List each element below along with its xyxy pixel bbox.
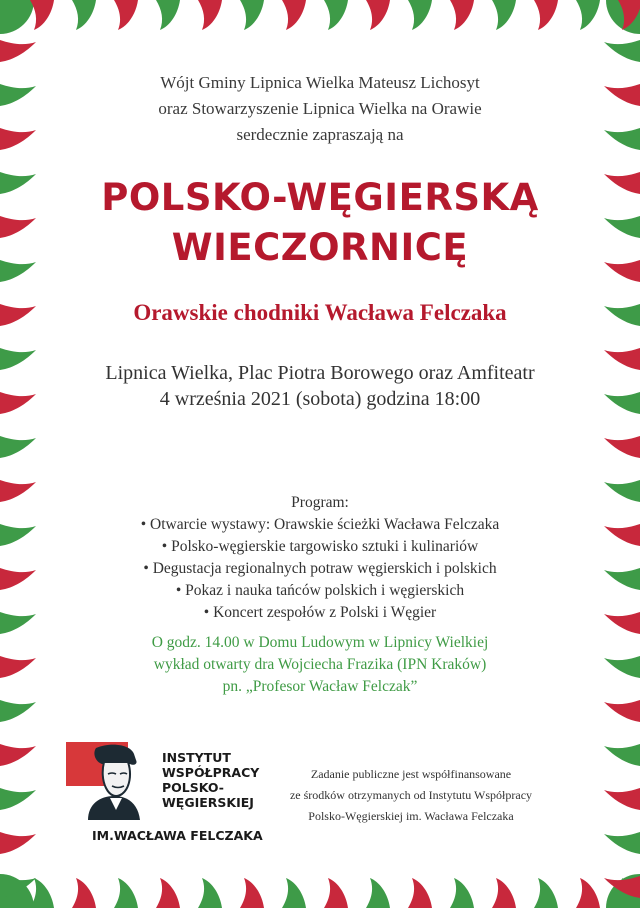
ribbon-segment: [408, 878, 432, 908]
logo-line: INSTYTUT: [162, 750, 231, 765]
portrait-logo-icon: [66, 740, 156, 820]
ribbon-segment: [604, 304, 640, 326]
ribbon-segment: [604, 788, 640, 810]
program-item: • Koncert zespołów z Polski i Węgier: [203, 604, 437, 621]
ribbon-segment: [604, 128, 640, 150]
ribbon-segment: [604, 612, 640, 634]
logo-line: WSPÓŁPRACY: [162, 765, 260, 780]
ribbon-segment: [198, 0, 222, 30]
event-subtitle: Orawskie chodniki Wacława Felczaka: [133, 300, 507, 325]
ribbon-segment: [534, 0, 558, 30]
ribbon-segment: [240, 878, 264, 908]
funding-line: Polsko-Węgierskiej im. Wacława Felczaka: [308, 809, 514, 823]
ribbon-segment: [114, 0, 138, 30]
logo-subtext: IM.WACŁAWA FELCZAKA: [92, 828, 263, 843]
ribbon-segment: [0, 84, 36, 106]
ribbon-segment: [0, 700, 36, 722]
ribbon-segment: [30, 0, 54, 30]
ribbon-segment: [156, 0, 180, 30]
ribbon-segment: [240, 0, 264, 30]
funding-note: [266, 764, 556, 827]
ribbon-segment: [604, 744, 640, 766]
logo-line: WĘGIERSKIEJ: [162, 795, 254, 810]
logo-line: POLSKO-: [162, 780, 224, 795]
ribbon-segment: [604, 700, 640, 722]
ribbon-segment: [0, 216, 36, 238]
ribbon-segment: [114, 878, 138, 908]
ribbon-segment: [0, 172, 36, 194]
ribbon-segment: [0, 656, 36, 678]
ribbon-segment: [604, 172, 640, 194]
ribbon-segment: [604, 656, 640, 678]
program-item: • Degustacja regionalnych potraw węgierskich i polskich: [143, 560, 497, 577]
ribbon-segment: [0, 744, 36, 766]
intro-text: [40, 70, 600, 148]
event-place: Lipnica Wielka, Plac Piotra Borowego oraz Amfiteatr: [105, 362, 535, 384]
event-place-date: [40, 360, 600, 412]
ribbon-segment: [0, 128, 36, 150]
ribbon-segment: [156, 878, 180, 908]
ribbon-segment: [30, 878, 54, 908]
ribbon-segment: [534, 878, 558, 908]
ribbon-segment: [576, 878, 600, 908]
program-item: • Polsko-węgierskie targowisko sztuki i kulinariów: [161, 538, 479, 555]
ribbon-segment: [492, 878, 516, 908]
lecture-info: [40, 632, 600, 698]
ribbon-segment: [0, 480, 36, 502]
ribbon-segment: [0, 832, 36, 854]
ribbon-segment: [492, 0, 516, 30]
event-title-line-1: POLSKO-WĘGIERSKĄ: [101, 176, 539, 219]
intro-line: Wójt Gminy Lipnica Wielka Mateusz Lichosyt: [160, 73, 480, 92]
intro-line: oraz Stowarzyszenie Lipnica Wielka na Orawie: [158, 99, 482, 118]
intro-line: serdecznie zapraszają na: [236, 125, 404, 144]
ribbon-segment: [72, 878, 96, 908]
ribbon-segment: [0, 348, 36, 370]
ribbon-segment: [408, 0, 432, 30]
ribbon-segment: [0, 304, 36, 326]
program-heading: Program:: [291, 494, 349, 511]
ribbon-segment: [604, 524, 640, 546]
lecture-line: O godz. 14.00 w Domu Ludowym w Lipnicy Wielkiej: [151, 634, 489, 651]
ribbon-segment: [604, 568, 640, 590]
ribbon-segment: [0, 436, 36, 458]
ribbon-segment: [0, 392, 36, 414]
ribbon-segment: [450, 878, 474, 908]
lecture-line: wykład otwarty dra Wojciecha Frazika (IPN Kraków): [153, 656, 487, 673]
ribbon-segment: [604, 832, 640, 854]
ribbon-segment: [0, 568, 36, 590]
ribbon-segment: [604, 480, 640, 502]
ribbon-segment: [0, 260, 36, 282]
institute-logo: [66, 740, 266, 850]
ribbon-segment: [324, 0, 348, 30]
ribbon-segment: [576, 0, 600, 30]
ribbon-segment: [282, 0, 306, 30]
funding-line: ze środków otrzymanych od Instytutu Współpracy: [289, 788, 533, 802]
ribbon-segment: [604, 392, 640, 414]
event-date: 4 września 2021 (sobota) godzina 18:00: [159, 388, 481, 410]
logo-text: [162, 750, 259, 810]
ribbon-segment: [72, 0, 96, 30]
ribbon-segment: [0, 612, 36, 634]
ribbon-segment: [324, 878, 348, 908]
program-item: • Otwarcie wystawy: Orawskie ścieżki Wacława Felczaka: [140, 516, 500, 533]
ribbon-segment: [604, 260, 640, 282]
ribbon-segment: [604, 216, 640, 238]
ribbon-segment: [0, 524, 36, 546]
ribbon-segment: [450, 0, 474, 30]
ribbon-segment: [0, 0, 34, 34]
ribbon-segment: [366, 0, 390, 30]
event-title-line-2: WIECZORNICĘ: [171, 226, 469, 269]
funding-line: Zadanie publiczne jest współfinansowane: [310, 767, 512, 781]
program-item: • Pokaz i nauka tańców polskich i węgierskich: [175, 582, 465, 599]
ribbon-segment: [282, 878, 306, 908]
ribbon-segment: [604, 348, 640, 370]
ribbon-segment: [0, 40, 36, 62]
ribbon-segment: [198, 878, 222, 908]
ribbon-segment: [366, 878, 390, 908]
ribbon-segment: [604, 84, 640, 106]
program-list: [40, 492, 600, 624]
ribbon-segment: [0, 788, 36, 810]
ribbon-segment: [604, 436, 640, 458]
ribbon-segment: [604, 40, 640, 62]
lecture-line: pn. „Profesor Wacław Felczak”: [222, 678, 418, 695]
